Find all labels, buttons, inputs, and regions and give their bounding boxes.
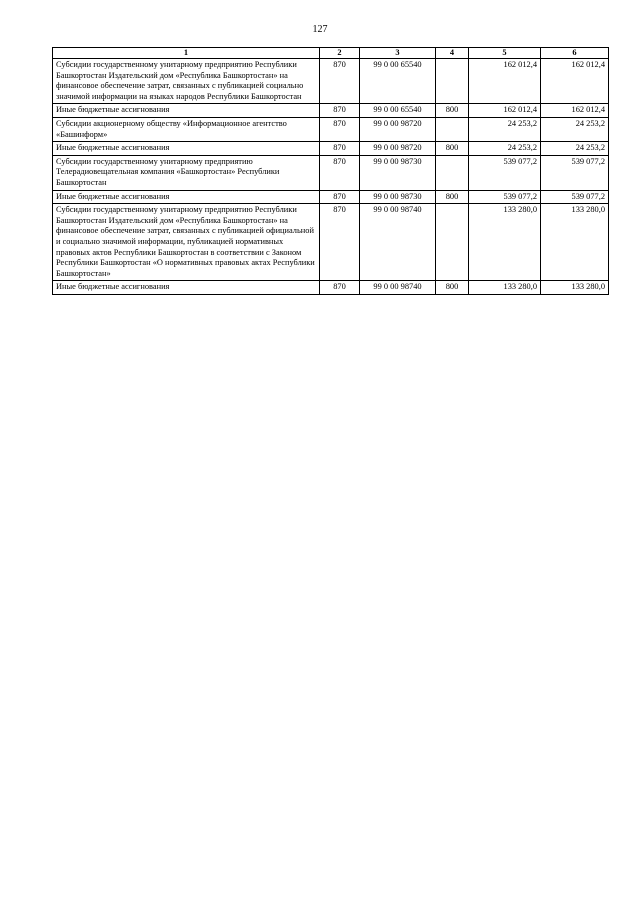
row-amount-1: 539 077,2: [469, 190, 541, 204]
row-amount-2: 24 253,2: [541, 142, 609, 156]
row-expense-type: 800: [436, 190, 469, 204]
row-description: Субсидии акционерному обществу «Информационное агентство «Башинформ»: [53, 117, 320, 141]
row-ministry-code: 870: [320, 142, 360, 156]
table-row: [53, 190, 609, 204]
row-description: Субсидии государственному унитарному предприятию Республики Башкортостан Издательский дом «Республика Башкортостан» на финансовое обеспечение затрат, связанных с публикацией социально значимой информации на языках народов Республики Башкортостан: [53, 59, 320, 104]
row-amount-2: 539 077,2: [541, 190, 609, 204]
row-description: Иные бюджетные ассигнования: [53, 104, 320, 118]
column-header: 4: [436, 48, 469, 59]
row-ministry-code: 870: [320, 204, 360, 281]
row-ministry-code: 870: [320, 117, 360, 141]
row-target-code: 99 0 00 98720: [360, 117, 436, 141]
row-target-code: 99 0 00 65540: [360, 59, 436, 104]
table-row: [53, 142, 609, 156]
row-amount-1: 539 077,2: [469, 155, 541, 190]
row-expense-type: [436, 204, 469, 281]
row-amount-2: 162 012,4: [541, 104, 609, 118]
column-header: 1: [53, 48, 320, 59]
row-amount-1: 24 253,2: [469, 117, 541, 141]
row-target-code: 99 0 00 98730: [360, 190, 436, 204]
page-number: 127: [312, 24, 328, 35]
table-row: [53, 155, 609, 190]
table-row: [53, 281, 609, 295]
row-amount-2: 133 280,0: [541, 281, 609, 295]
row-description: Иные бюджетные ассигнования: [53, 190, 320, 204]
row-ministry-code: 870: [320, 281, 360, 295]
column-header: 3: [360, 48, 436, 59]
row-amount-2: 24 253,2: [541, 117, 609, 141]
row-expense-type: 800: [436, 104, 469, 118]
row-expense-type: [436, 155, 469, 190]
row-amount-1: 133 280,0: [469, 204, 541, 281]
row-amount-2: 133 280,0: [541, 204, 609, 281]
row-amount-1: 24 253,2: [469, 142, 541, 156]
row-target-code: 99 0 00 98740: [360, 204, 436, 281]
row-target-code: 99 0 00 98720: [360, 142, 436, 156]
row-amount-1: 162 012,4: [469, 104, 541, 118]
column-header: 2: [320, 48, 360, 59]
row-amount-2: 539 077,2: [541, 155, 609, 190]
row-ministry-code: 870: [320, 155, 360, 190]
table-row: [53, 59, 609, 104]
row-expense-type: [436, 117, 469, 141]
row-amount-1: 162 012,4: [469, 59, 541, 104]
row-ministry-code: 870: [320, 190, 360, 204]
row-description: Иные бюджетные ассигнования: [53, 281, 320, 295]
row-ministry-code: 870: [320, 104, 360, 118]
row-amount-1: 133 280,0: [469, 281, 541, 295]
row-target-code: 99 0 00 65540: [360, 104, 436, 118]
row-expense-type: 800: [436, 142, 469, 156]
row-amount-2: 162 012,4: [541, 59, 609, 104]
row-ministry-code: 870: [320, 59, 360, 104]
row-expense-type: [436, 59, 469, 104]
table-row: [53, 117, 609, 141]
column-header: 6: [541, 48, 609, 59]
table-row: [53, 104, 609, 118]
row-description: Иные бюджетные ассигнования: [53, 142, 320, 156]
row-expense-type: 800: [436, 281, 469, 295]
row-target-code: 99 0 00 98730: [360, 155, 436, 190]
row-description: Субсидии государственному унитарному предприятию Республики Башкортостан Издательский дом «Республика Башкортостан» на финансовое обеспечение затрат, связанных с публикацией официальной и социально значимой информации, публикацией нормативных правовых актов Республики Башкортостан в соответствии с Законом Республики Башкортостан «О нормативных правовых актах Республики Башкортостан»: [53, 204, 320, 281]
column-header: 5: [469, 48, 541, 59]
row-target-code: 99 0 00 98740: [360, 281, 436, 295]
table-header-row: [53, 48, 609, 59]
row-description: Субсидии государственному унитарному предприятию Телерадиовещательная компания «Башкортостан» Республики Башкортостан: [53, 155, 320, 190]
table-row: [53, 204, 609, 281]
budget-table: [52, 47, 609, 295]
